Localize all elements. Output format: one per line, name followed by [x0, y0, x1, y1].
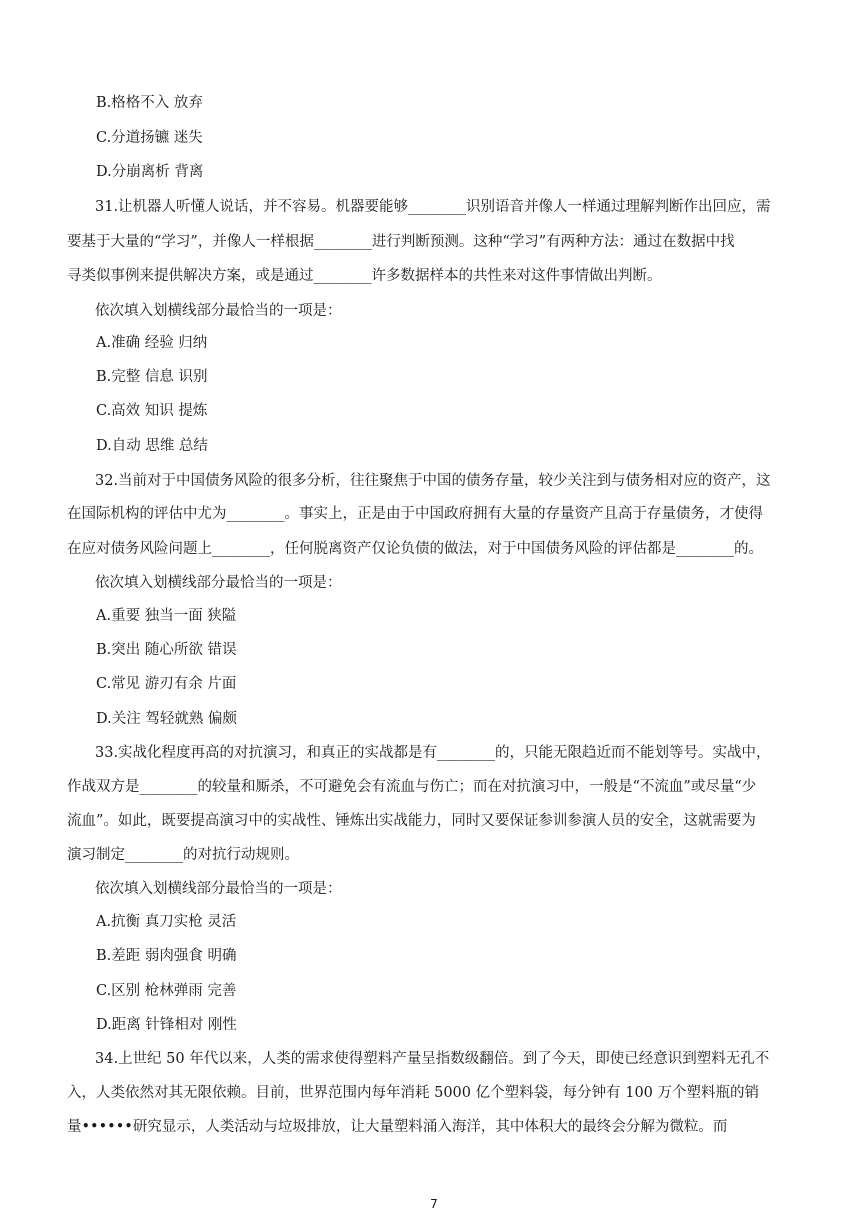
q33-option-d: D.距离 针锋相对 刚性	[96, 1017, 237, 1033]
q31-option-b: B.完整 信息 识别	[96, 369, 208, 385]
q32-stem-line-3: 在应对债务风险问题上________，任何脱离资产仅论负债的做法，对于中国债务风险的评估都是________的。	[67, 541, 763, 557]
q32-prompt: 依次填入划横线部分最恰当的一项是：	[95, 575, 342, 591]
page-number: 7	[430, 1197, 438, 1211]
q31-stem-line-1: 31.让机器人听懂人说话，并不容易。机器要能够________识别语音并像人一样通过理解判断作出回应，需	[95, 199, 771, 215]
q33-stem-line-4: 演习制定________的对抗行动规则。	[67, 847, 299, 863]
q31-option-d: D.自动 思维 总结	[96, 438, 208, 454]
q31-option-c: C.高效 知识 提炼	[96, 403, 208, 419]
q34-stem-line-2: 入，人类依然对其无限依赖。目前，世界范围内每年消耗 5000 亿个塑料袋，每分钟有 100 万个塑料瓶的销	[67, 1085, 760, 1101]
q33-option-c: C.区别 枪林弹雨 完善	[96, 983, 237, 999]
q33-stem-line-1: 33.实战化程度再高的对抗演习，和真正的实战都是有________的，只能无限趋近而不能划等号。实战中，	[95, 745, 771, 761]
q33-option-b: B.差距 弱肉强食 明确	[96, 948, 237, 964]
q32-option-c: C.常见 游刃有余 片面	[96, 676, 237, 692]
q32-option-a: A.重要 独当一面 狭隘	[96, 608, 237, 624]
q33-stem-line-3: 流血”。如此，既要提高演习中的实战性、锤炼出实战能力，同时又要保证参训参演人员的安全，这就需要为	[67, 813, 756, 829]
q32-stem-line-2: 在国际机构的评估中尤为________。事实上，正是由于中国政府拥有大量的存量资产且高于存量债务，才使得	[67, 506, 763, 522]
q31-option-a: A.准确 经验 归纳	[96, 335, 208, 351]
q30-option-c: C.分道扬镳 迷失	[96, 130, 203, 146]
q32-stem-line-1: 32.当前对于中国债务风险的很多分析，往往聚焦于中国的债务存量，较少关注到与债务相对应的资产，这	[95, 473, 771, 489]
q32-option-b: B.突出 随心所欲 错误	[96, 642, 237, 658]
q33-prompt: 依次填入划横线部分最恰当的一项是：	[95, 881, 342, 897]
q33-option-a: A.抗衡 真刀实枪 灵活	[96, 914, 237, 930]
q31-stem-line-2: 要基于大量的“学习”，并像人一样根据________进行判断预测。这种“学习”有两种方法：通过在数据中找	[67, 234, 735, 250]
q31-prompt: 依次填入划横线部分最恰当的一项是：	[95, 303, 342, 319]
q31-stem-line-3: 寻类似事例来提供解决方案，或是通过________许多数据样本的共性来对这件事情做出判断。	[67, 268, 662, 284]
q30-option-b: B.格格不入 放弃	[96, 95, 203, 111]
q34-stem-line-1: 34.上世纪 50 年代以来，人类的需求使得塑料产量呈指数级翻倍。到了今天，即使已经意识到塑料无孔不	[95, 1051, 770, 1067]
q30-option-d: D.分崩离析 背离	[96, 164, 204, 180]
q33-stem-line-2: 作战双方是________的较量和厮杀，不可避免会有流血与伤亡；而在对抗演习中，一般是“不流血”或尽量“少	[67, 779, 757, 795]
q34-stem-line-3: 量••••••研究显示，人类活动与垃圾排放，让大量塑料涌入海洋，其中体积大的最终会分解为微粒。而	[67, 1119, 728, 1135]
q32-option-d: D.关注 驾轻就熟 偏颇	[96, 711, 237, 727]
